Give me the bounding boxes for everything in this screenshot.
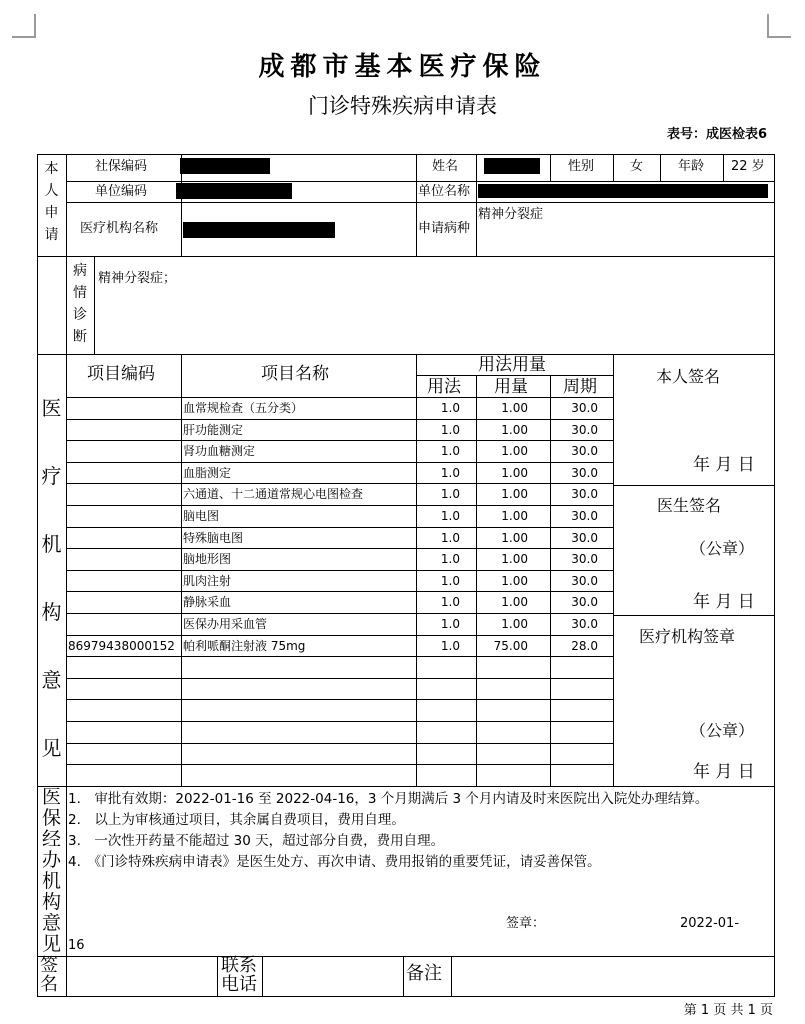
item-row-line bbox=[66, 527, 613, 528]
age-value: 22 岁 bbox=[731, 159, 765, 174]
insurance-note-3: 3. 一次性开药量不能超过 30 天，超过部分自费，费用自理。 bbox=[68, 833, 445, 849]
item-name: 脑地形图 bbox=[183, 552, 232, 566]
item-period: 30.0 bbox=[571, 487, 598, 501]
redaction-unit-name bbox=[478, 184, 768, 198]
item-row-line bbox=[66, 570, 613, 571]
unit-name-label: 单位名称 bbox=[418, 184, 471, 199]
item-row-line bbox=[66, 743, 613, 744]
col-header-code: 项目编码 bbox=[87, 364, 155, 384]
redaction-unit-code bbox=[176, 183, 292, 199]
col-line bbox=[403, 956, 404, 996]
table-bottom-border bbox=[37, 996, 775, 997]
row-line bbox=[66, 397, 613, 398]
item-row-line bbox=[66, 483, 613, 484]
item-row-line bbox=[66, 505, 613, 506]
row-line bbox=[37, 354, 774, 355]
col-line bbox=[476, 375, 477, 786]
item-name: 脑电图 bbox=[183, 509, 220, 523]
col-line bbox=[550, 375, 551, 786]
sign-label: 签名 bbox=[40, 955, 58, 995]
item-dose: 1.00 bbox=[501, 552, 528, 566]
item-method: 1.0 bbox=[440, 466, 460, 480]
item-dose: 1.00 bbox=[501, 595, 528, 609]
item-dose: 1.00 bbox=[501, 444, 528, 458]
item-period: 30.0 bbox=[571, 401, 598, 415]
social-id-label: 社保编码 bbox=[95, 159, 148, 174]
item-row-line bbox=[66, 419, 613, 420]
corner-mark-top-left bbox=[12, 14, 36, 38]
section-label-insurance: 医保经办机构意见 bbox=[41, 786, 61, 955]
document-subtitle: 门诊特殊疾病申请表 bbox=[308, 94, 497, 118]
item-method: 1.0 bbox=[440, 595, 460, 609]
unit-code-label: 单位编码 bbox=[95, 184, 148, 199]
col-header-name: 项目名称 bbox=[261, 364, 329, 384]
item-method: 1.0 bbox=[440, 423, 460, 437]
patient-date-label: 年 月 日 bbox=[693, 455, 755, 475]
document-title: 成都市基本医疗保险 bbox=[258, 52, 547, 82]
item-period: 30.0 bbox=[571, 552, 598, 566]
diagnosis-value: 精神分裂症； bbox=[98, 271, 177, 286]
item-dose: 1.00 bbox=[501, 574, 528, 588]
insurance-date-part2: 16 bbox=[68, 938, 85, 953]
item-name: 六通道、十二通道常规心电图检查 bbox=[183, 487, 364, 501]
gender-value: 女 bbox=[630, 159, 644, 174]
stamp-label: 签章： bbox=[506, 916, 546, 931]
item-dose: 1.00 bbox=[501, 487, 528, 501]
form-number: 表号：成医检表6 bbox=[666, 127, 767, 142]
age-label: 年龄 bbox=[678, 159, 705, 174]
item-row-line bbox=[66, 591, 613, 592]
doctor-sign-label: 医生签名 bbox=[657, 496, 722, 515]
col-line bbox=[550, 154, 551, 181]
insurance-note-4: 4. 《门诊特殊疾病申请表》是医生处方、再次申请、费用报销的重要凭证，请妥善保管。 bbox=[68, 854, 601, 870]
item-name: 肾功血糖测定 bbox=[183, 444, 256, 458]
item-row-line bbox=[66, 462, 613, 463]
remark-label: 备注 bbox=[406, 963, 442, 984]
item-row-line bbox=[66, 656, 613, 657]
col-line bbox=[723, 154, 724, 181]
item-method: 1.0 bbox=[440, 552, 460, 566]
row-line bbox=[37, 256, 774, 257]
insurance-note-1: 1. 审批有效期：2022-01-16 至 2022-04-16，3 个月期满后 3 个月内请及时来医院出入院处办理结算。 bbox=[68, 791, 709, 807]
doctor-seal-label: （公章） bbox=[690, 539, 755, 558]
col-line bbox=[613, 354, 614, 786]
insurance-note-2: 2. 以上为审核通过项目，其余属自费项目，费用自理。 bbox=[68, 812, 405, 828]
diagnosis-label: 病情诊断 bbox=[73, 263, 87, 345]
item-row-line bbox=[66, 764, 613, 765]
item-row-line bbox=[66, 699, 613, 700]
col-line bbox=[660, 154, 661, 181]
item-name: 血常规检查（五分类） bbox=[183, 401, 304, 415]
item-method: 1.0 bbox=[440, 531, 460, 545]
item-code: 86979438000152 bbox=[68, 639, 175, 653]
col-line bbox=[613, 154, 614, 181]
col-line bbox=[416, 154, 417, 256]
item-period: 30.0 bbox=[571, 595, 598, 609]
item-period: 30.0 bbox=[571, 423, 598, 437]
institution-seal-label: 医疗机构签章 bbox=[639, 627, 736, 646]
col-line bbox=[217, 956, 218, 996]
redaction-social-id bbox=[180, 158, 270, 174]
col-header-dose: 用量 bbox=[494, 377, 528, 397]
section-label-medical: 医疗机构意见 bbox=[41, 396, 62, 760]
item-row-line bbox=[66, 635, 613, 636]
item-method: 1.0 bbox=[440, 639, 460, 653]
row-line bbox=[416, 375, 613, 376]
row-line bbox=[613, 615, 774, 616]
item-row-line bbox=[66, 721, 613, 722]
row-line bbox=[66, 181, 774, 182]
name-label: 姓名 bbox=[432, 159, 459, 174]
item-method: 1.0 bbox=[440, 401, 460, 415]
col-line bbox=[262, 956, 263, 996]
col-header-period: 周期 bbox=[563, 377, 597, 397]
item-dose: 75.00 bbox=[493, 639, 528, 653]
row-line bbox=[37, 956, 774, 957]
row-line bbox=[613, 485, 774, 486]
disease-type-label: 申请病种 bbox=[418, 221, 471, 236]
item-method: 1.0 bbox=[440, 574, 460, 588]
item-method: 1.0 bbox=[440, 444, 460, 458]
item-period: 30.0 bbox=[571, 509, 598, 523]
item-period: 30.0 bbox=[571, 444, 598, 458]
col-line bbox=[451, 956, 452, 996]
item-period: 30.0 bbox=[571, 466, 598, 480]
item-dose: 1.00 bbox=[501, 423, 528, 437]
item-dose: 1.00 bbox=[501, 617, 528, 631]
col-line bbox=[66, 786, 67, 996]
col-line bbox=[476, 154, 477, 256]
gender-label: 性别 bbox=[568, 159, 595, 174]
item-name: 帕利哌酮注射液 75mg bbox=[183, 639, 306, 653]
item-period: 30.0 bbox=[571, 531, 598, 545]
item-row-line bbox=[66, 786, 613, 787]
row-line bbox=[66, 202, 774, 203]
item-period: 30.0 bbox=[571, 574, 598, 588]
item-name: 特殊脑电图 bbox=[183, 531, 244, 545]
redaction-name bbox=[484, 158, 540, 174]
col-header-usage: 用法用量 bbox=[478, 355, 546, 375]
item-method: 1.0 bbox=[440, 487, 460, 501]
item-name: 肌肉注射 bbox=[183, 574, 232, 588]
section-label-personal: 本人申请 bbox=[44, 161, 59, 243]
doctor-date-label: 年 月 日 bbox=[693, 592, 755, 612]
patient-sign-label: 本人签名 bbox=[656, 367, 721, 386]
redaction-institution bbox=[183, 222, 335, 238]
item-dose: 1.00 bbox=[501, 466, 528, 480]
page-footer: 第 1 页 共 1 页 bbox=[683, 1003, 773, 1018]
col-line bbox=[66, 154, 67, 256]
col-line bbox=[94, 256, 95, 354]
item-row-line bbox=[66, 678, 613, 679]
item-method: 1.0 bbox=[440, 509, 460, 523]
item-row-line bbox=[66, 548, 613, 549]
item-dose: 1.00 bbox=[501, 531, 528, 545]
corner-mark-top-right bbox=[767, 14, 791, 38]
institution-date-label: 年 月 日 bbox=[693, 762, 755, 782]
item-dose: 1.00 bbox=[501, 401, 528, 415]
item-row-line bbox=[66, 440, 613, 441]
disease-type-value: 精神分裂症 bbox=[478, 207, 544, 222]
item-row-line bbox=[66, 613, 613, 614]
insurance-date-part1: 2022-01- bbox=[680, 916, 740, 931]
table-top-border bbox=[37, 154, 774, 155]
col-header-method: 用法 bbox=[427, 377, 461, 397]
item-period: 28.0 bbox=[571, 639, 598, 653]
item-dose: 1.00 bbox=[501, 509, 528, 523]
item-name: 静脉采血 bbox=[183, 595, 232, 609]
institution-seal-mark: （公章） bbox=[690, 721, 755, 740]
table-right-border bbox=[774, 154, 775, 996]
item-method: 1.0 bbox=[440, 617, 460, 631]
phone-label: 联系电话 bbox=[221, 955, 257, 995]
item-period: 30.0 bbox=[571, 617, 598, 631]
institution-label: 医疗机构名称 bbox=[80, 221, 159, 236]
item-name: 医保办用采血管 bbox=[183, 617, 268, 631]
item-name: 肝功能测定 bbox=[183, 423, 244, 437]
item-name: 血脂测定 bbox=[183, 466, 232, 480]
